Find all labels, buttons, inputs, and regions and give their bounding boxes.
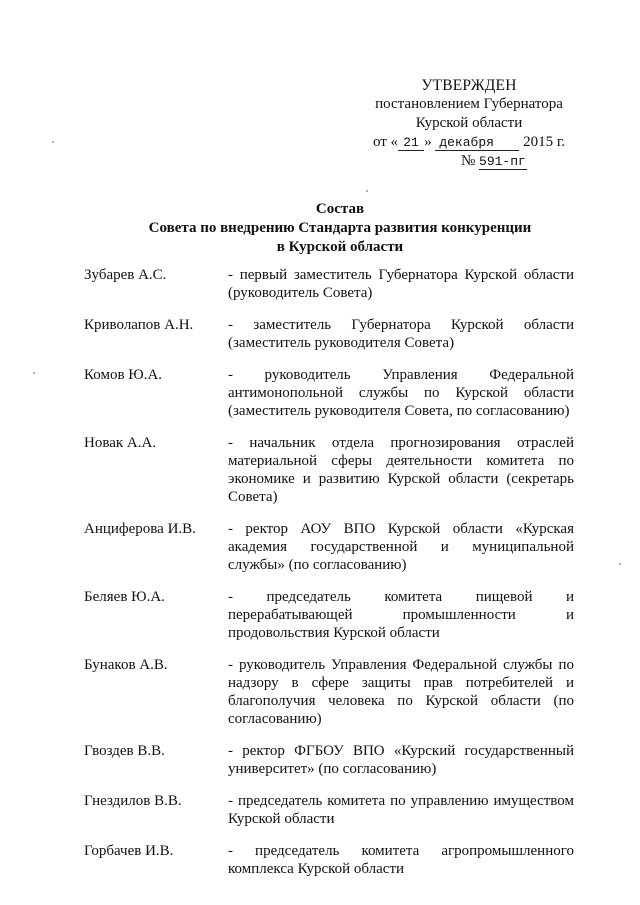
member-row	[84, 842, 574, 878]
member-role: - руководитель Управления Федеральной службы по надзору в сфере защиты прав потребителей и благополучия человека по Курской области (по согласованию)	[228, 657, 574, 727]
member-name: Гнездилов В.В.	[84, 793, 182, 809]
scan-speck	[619, 563, 621, 565]
date-prefix: от «	[372, 134, 399, 150]
member-name: Горбачев И.В.	[84, 843, 174, 859]
member-name: Бунаков А.В.	[84, 657, 168, 673]
member-name: Анциферова И.В.	[84, 521, 196, 537]
approval-date	[340, 133, 598, 152]
approval-stamp	[340, 76, 598, 171]
member-role: - председатель комитета агропромышленного комплекса Курской области	[228, 843, 574, 877]
member-name: Комов Ю.А.	[84, 367, 163, 383]
approval-line-1: постановлением Губернатора	[375, 96, 563, 112]
member-role: - первый заместитель Губернатора Курской области (руководитель Совета)	[228, 267, 574, 301]
member-name: Новак А.А.	[84, 435, 157, 451]
approval-line-2: Курской области	[415, 115, 523, 131]
member-row	[84, 316, 574, 352]
member-row	[84, 656, 574, 728]
scan-speck	[33, 372, 35, 374]
member-name: Криволапов А.Н.	[84, 317, 194, 333]
member-row	[84, 520, 574, 574]
member-name: Беляев Ю.А.	[84, 589, 165, 605]
title-line-2: Совета по внедрению Стандарта развития конкуренции	[148, 220, 532, 236]
title-line-1: Состав	[315, 201, 365, 217]
member-row	[84, 792, 574, 828]
member-role: - председатель комитета по управлению имуществом Курской области	[228, 793, 574, 827]
member-row	[84, 588, 574, 642]
member-role: - председатель комитета пищевой и перерабатывающей промышленности и продовольствия Курской области	[228, 589, 574, 641]
date-day: 21	[398, 135, 424, 151]
approval-number	[340, 152, 598, 171]
date-month: декабря	[435, 135, 519, 151]
member-role: - ректор АОУ ВПО Курской области «Курская академия государственной и муниципальной службы» (по согласованию)	[228, 521, 574, 573]
date-suffix: 2015 г.	[523, 134, 566, 150]
member-role: - начальник отдела прогнозирования отраслей материальной сферы деятельности комитета по экономике и развитию Курской области (секретарь Совета)	[228, 435, 574, 505]
member-row	[84, 742, 574, 778]
date-mid: »	[424, 134, 432, 150]
member-role: - заместитель Губернатора Курской области (заместитель руководителя Совета)	[228, 317, 574, 351]
scan-speck	[366, 190, 368, 192]
number-value: 591-пг	[479, 154, 526, 169]
member-row	[84, 366, 574, 420]
number-prefix: №	[460, 153, 476, 169]
member-name: Зубарев А.С.	[84, 267, 167, 283]
scan-speck	[52, 141, 54, 143]
member-role: - ректор ФГБОУ ВПО «Курский государственный университет» (по согласованию)	[228, 743, 574, 777]
member-row	[84, 434, 574, 506]
member-name: Гвоздев В.В.	[84, 743, 165, 759]
document-title	[80, 200, 600, 257]
member-row	[84, 266, 574, 302]
members-list	[84, 266, 574, 878]
title-line-3: в Курской области	[276, 239, 404, 255]
member-role: - руководитель Управления Федеральной антимонопольной службы по Курской области (заместитель руководителя Совета, по согласованию)	[228, 367, 574, 419]
approval-heading: УТВЕРЖДЕН	[421, 77, 517, 94]
